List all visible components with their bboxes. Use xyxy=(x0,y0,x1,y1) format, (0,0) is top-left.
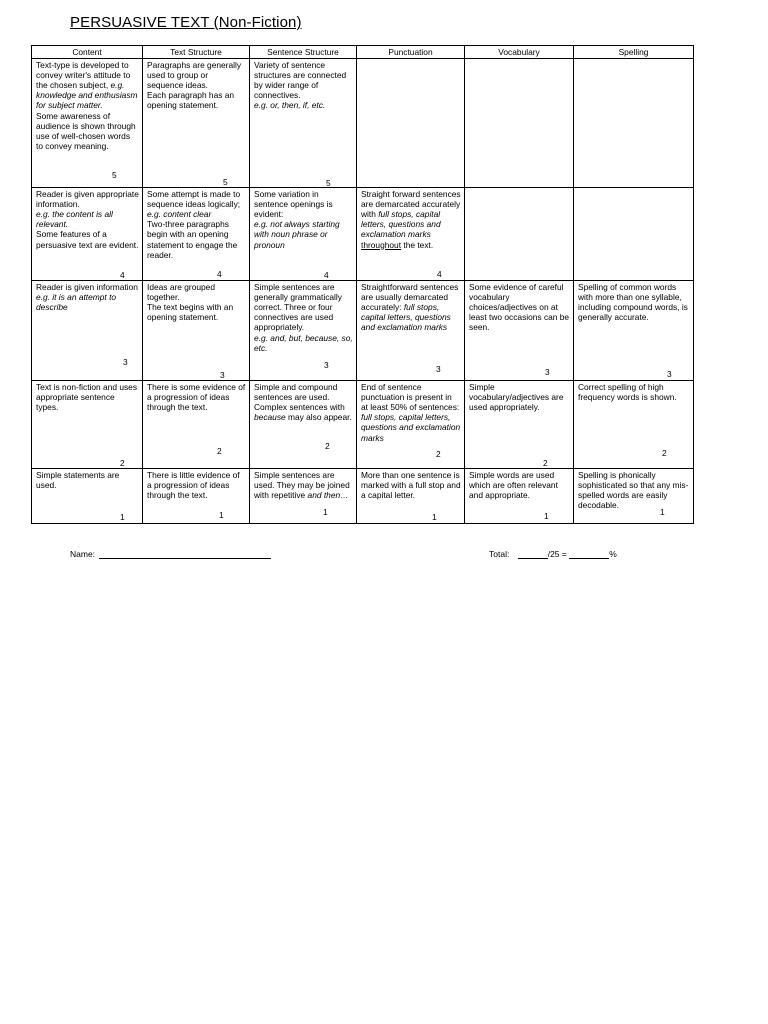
cell-description: Correct spelling of high frequency words is shown. xyxy=(578,382,677,403)
rubric-cell-vocabulary xyxy=(465,381,574,469)
total-out-of: /25 = xyxy=(547,549,567,559)
cell-description: Simple and compound sentences are used. Complex sentences with because may also appear. xyxy=(254,382,352,423)
rubric-cell-vocabulary xyxy=(465,281,574,381)
table-row xyxy=(32,381,694,469)
cell-description: There is little evidence of a progression of ideas through the text. xyxy=(147,470,240,501)
total-field xyxy=(489,549,617,559)
cell-description: Simple sentences are generally grammatically correct. Three or four connectives are used appropriately. e.g. and, but, because, so, etc. xyxy=(254,282,353,353)
cell-score: 3 xyxy=(123,357,128,368)
cell-score: 3 xyxy=(324,360,329,371)
cell-score: 5 xyxy=(326,178,331,189)
cell-score: 2 xyxy=(543,458,548,469)
cell-description: Variety of sentence structures are connected by wider range of connectives. e.g. or, then, if, etc. xyxy=(254,60,347,111)
rubric-cell-sentence-structure xyxy=(250,188,357,281)
cell-description: Straightforward sentences are usually demarcated accurately: full stops, capital letters, questions and exclamation marks xyxy=(361,282,459,333)
cell-score: 1 xyxy=(323,507,328,518)
cell-score: 3 xyxy=(220,370,225,381)
column-header-punctuation: Punctuation xyxy=(357,46,465,59)
rubric-cell-spelling xyxy=(574,281,694,381)
percent-blank[interactable] xyxy=(569,549,609,559)
cell-score: 2 xyxy=(120,458,125,469)
rubric-cell-vocabulary xyxy=(465,188,574,281)
percent-sign: % xyxy=(609,549,617,559)
column-header-sentence-structure: Sentence Structure xyxy=(250,46,357,59)
column-header-spelling: Spelling xyxy=(574,46,694,59)
cell-score: 4 xyxy=(217,269,222,280)
rubric-cell-text-structure xyxy=(143,381,250,469)
rubric-cell-spelling xyxy=(574,188,694,281)
cell-description: Reader is given information e.g. it is an attempt to describe xyxy=(36,282,138,313)
cell-description: Some evidence of careful vocabulary choices/adjectives on at least two occasions can be seen. xyxy=(469,282,570,333)
cell-score: 4 xyxy=(324,270,329,281)
cell-score: 5 xyxy=(223,177,228,188)
cell-score: 2 xyxy=(325,441,330,452)
rubric-cell-sentence-structure xyxy=(250,469,357,524)
cell-score: 1 xyxy=(432,512,437,523)
rubric-cell-punctuation xyxy=(357,469,465,524)
cell-score: 1 xyxy=(219,510,224,521)
name-label: Name: xyxy=(70,549,96,559)
page-title: PERSUASIVE TEXT (Non-Fiction) xyxy=(70,14,302,31)
cell-score: 1 xyxy=(544,511,549,522)
rubric-cell-punctuation xyxy=(357,188,465,281)
cell-description: Simple sentences are used. They may be joined with repetitive and then… xyxy=(254,470,350,501)
rubric-cell-spelling xyxy=(574,469,694,524)
rubric-table xyxy=(31,45,694,524)
cell-description: Paragraphs are generally used to group or sequence ideas. Each paragraph has an opening statement. xyxy=(147,60,242,111)
cell-description: End of sentence punctuation is present in at least 50% of sentences: full stops, capital letters, questions and exclamation marks xyxy=(361,382,461,443)
rubric-cell-content xyxy=(32,281,143,381)
cell-description: Spelling of common words with more than one syllable, including compound words, is generally accurate. xyxy=(578,282,688,323)
rubric-cell-text-structure xyxy=(143,59,250,188)
rubric-cell-spelling xyxy=(574,59,694,188)
name-field xyxy=(70,549,271,559)
cell-description: Text is non-fiction and uses appropriate sentence types. xyxy=(36,382,138,413)
rubric-cell-punctuation xyxy=(357,381,465,469)
column-header-content: Content xyxy=(32,46,143,59)
header-row xyxy=(32,46,694,59)
table-row xyxy=(32,188,694,281)
cell-score: 3 xyxy=(667,369,672,380)
rubric-cell-content xyxy=(32,469,143,524)
cell-description: There is some evidence of a progression of ideas through the text. xyxy=(147,382,246,413)
cell-description: Straight forward sentences are demarcated accurately with full stops, capital letters, questions and exclamation marks throughout the text. xyxy=(361,189,461,250)
column-header-text-structure: Text Structure xyxy=(143,46,250,59)
rubric-cell-text-structure xyxy=(143,469,250,524)
rubric-cell-content xyxy=(32,381,143,469)
rubric-cell-punctuation xyxy=(357,281,465,381)
cell-score: 3 xyxy=(436,364,441,375)
name-blank[interactable] xyxy=(99,549,271,559)
rubric-cell-sentence-structure xyxy=(250,59,357,188)
rubric-cell-text-structure xyxy=(143,188,250,281)
cell-description: Some attempt is made to sequence ideas logically; e.g. content clear Two-three paragraphs begin with an opening statement to engage the reader. xyxy=(147,189,241,260)
rubric-cell-content xyxy=(32,188,143,281)
rubric-cell-spelling xyxy=(574,381,694,469)
cell-description: Ideas are grouped together. The text begins with an opening statement. xyxy=(147,282,234,323)
cell-score: 4 xyxy=(120,270,125,281)
cell-description: Reader is given appropriate information. e.g. the content is all relevant. Some features of a persuasive text are evident. xyxy=(36,189,139,250)
cell-description: Some variation in sentence openings is evident: e.g. not always starting with noun phrase or pronoun xyxy=(254,189,340,250)
rubric-cell-vocabulary xyxy=(465,59,574,188)
cell-score: 5 xyxy=(112,170,117,181)
cell-description: Text-type is developed to convey writer's attitude to the chosen subject, e.g. knowledge and enthusiasm for subject matter. Some awareness of audience is shown through use of well-chosen words to convey meaning. xyxy=(36,60,138,151)
cell-score: 3 xyxy=(545,367,550,378)
table-row xyxy=(32,469,694,524)
cell-score: 4 xyxy=(437,269,442,280)
table-row xyxy=(32,59,694,188)
rubric-cell-content xyxy=(32,59,143,188)
rubric-cell-text-structure xyxy=(143,281,250,381)
rubric-cell-vocabulary xyxy=(465,469,574,524)
cell-score: 1 xyxy=(660,507,665,518)
cell-description: Simple vocabulary/adjectives are used appropriately. xyxy=(469,382,564,413)
total-label: Total: xyxy=(489,549,510,559)
cell-description: Simple statements are used. xyxy=(36,470,120,491)
cell-score: 2 xyxy=(436,449,441,460)
cell-score: 2 xyxy=(662,448,667,459)
cell-score: 1 xyxy=(120,512,125,523)
cell-description: Spelling is phonically sophisticated so that any mis-spelled words are easily decodable. xyxy=(578,470,689,511)
cell-description: More than one sentence is marked with a full stop and a capital letter. xyxy=(361,470,461,501)
column-header-vocabulary: Vocabulary xyxy=(465,46,574,59)
table-row xyxy=(32,281,694,381)
total-blank[interactable] xyxy=(518,549,548,559)
cell-score: 2 xyxy=(217,446,222,457)
rubric-cell-sentence-structure xyxy=(250,381,357,469)
cell-description: Simple words are used which are often relevant and appropriate. xyxy=(469,470,558,501)
rubric-cell-punctuation xyxy=(357,59,465,188)
rubric-cell-sentence-structure xyxy=(250,281,357,381)
